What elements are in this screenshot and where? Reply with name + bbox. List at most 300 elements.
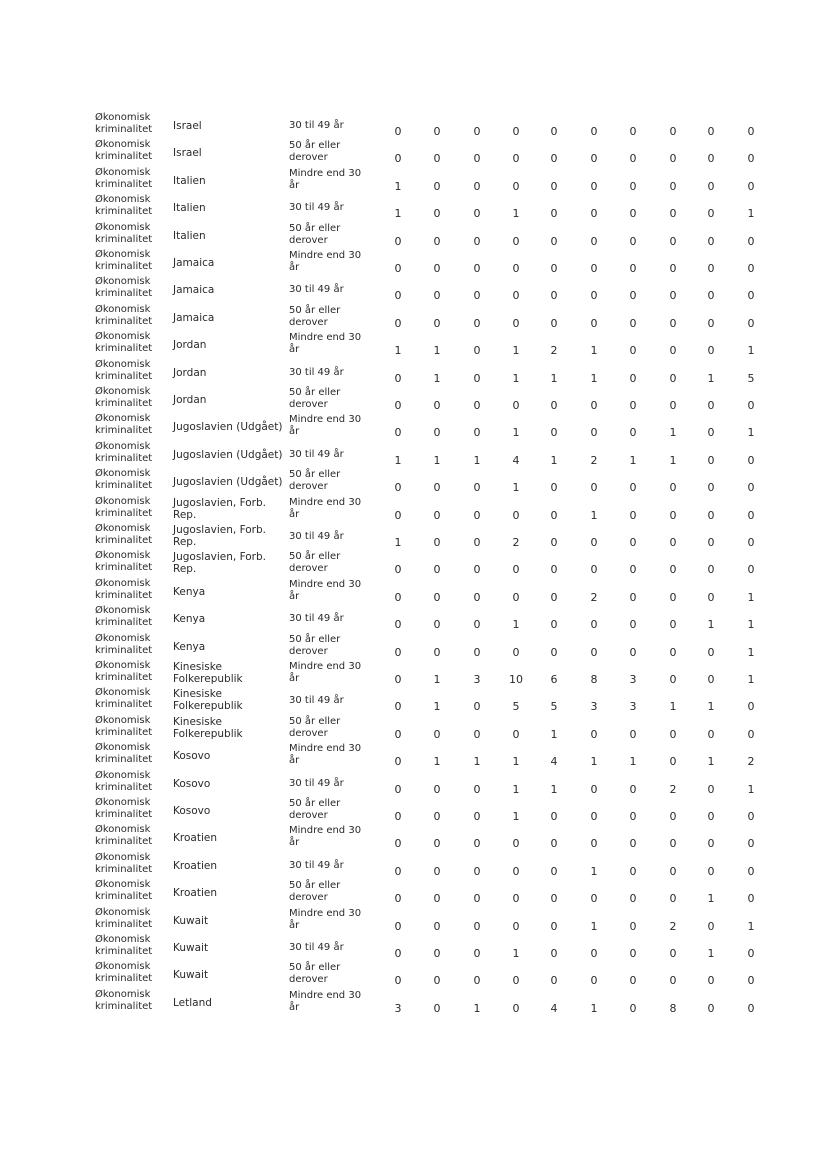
country-cell: Jugoslavien (Udgået) [173, 421, 283, 434]
value-cell: 0 [629, 508, 637, 522]
value-cell: 0 [669, 563, 677, 577]
value-cell: 0 [629, 234, 637, 248]
value-cell: 10 [509, 673, 523, 686]
value-cell: 0 [747, 262, 755, 275]
value-cell: 0 [433, 563, 441, 577]
value-cell: 0 [707, 508, 715, 522]
value-cell: 0 [629, 892, 637, 906]
value-cell: 0 [433, 152, 441, 166]
value-cell: 0 [629, 810, 637, 823]
value-cell: 0 [590, 262, 598, 275]
category-cell: Økonomisk kriminalitet [95, 249, 153, 272]
table-row [0, 797, 828, 824]
value-cell: 1 [512, 755, 520, 769]
country-cell: Jugoslavien, Forb. Rep. [173, 524, 266, 548]
table-row [0, 139, 828, 166]
value-cell: 0 [629, 179, 637, 193]
value-cell: 0 [394, 234, 402, 248]
category-cell: Økonomisk kriminalitet [95, 386, 153, 409]
value-cell: 0 [669, 892, 677, 906]
value-cell: 0 [707, 316, 715, 330]
value-cell: 0 [707, 426, 715, 440]
value-cell: 0 [707, 234, 715, 248]
age-group-cell: 50 år eller derover [289, 962, 341, 986]
value-cell: 0 [550, 262, 558, 275]
table-row [0, 633, 828, 660]
category-cell: Økonomisk kriminalitet [95, 221, 153, 245]
value-cell: 0 [512, 837, 520, 851]
category-cell: Økonomisk kriminalitet [95, 660, 153, 683]
value-cell: 1 [512, 947, 520, 960]
country-cell: Italien [173, 174, 206, 187]
value-cell: 0 [669, 262, 677, 275]
value-cell: 0 [669, 344, 677, 358]
value-cell: 1 [590, 755, 598, 769]
table-row [0, 989, 828, 1016]
value-cell: 0 [550, 207, 558, 221]
value-cell: 0 [629, 919, 637, 933]
value-cell: 0 [629, 618, 637, 632]
value-cell: 0 [473, 289, 481, 303]
country-cell: Kenya [173, 585, 206, 598]
value-cell: 0 [629, 207, 637, 221]
value-cell: 1 [707, 700, 715, 714]
value-cell: 0 [707, 974, 715, 988]
country-cell: Jugoslavien (Udgået) [173, 448, 283, 461]
value-cell: 0 [394, 837, 402, 851]
value-cell: 3 [394, 1001, 402, 1015]
category-cell: Økonomisk kriminalitet [95, 139, 153, 163]
value-cell: 0 [473, 125, 481, 138]
value-cell: 0 [473, 782, 481, 796]
value-cell: 0 [512, 645, 520, 659]
value-cell: 2 [669, 919, 677, 933]
value-cell: 0 [707, 536, 715, 549]
table-row [0, 578, 828, 605]
value-cell: 0 [473, 316, 481, 330]
value-cell: 0 [669, 179, 677, 193]
value-cell: 0 [473, 864, 481, 878]
value-cell: 0 [590, 837, 598, 851]
value-cell: 0 [433, 481, 441, 495]
table-row [0, 961, 828, 988]
value-cell: 0 [669, 673, 677, 686]
table-row [0, 194, 828, 221]
value-cell: 0 [473, 371, 481, 385]
value-cell: 0 [473, 426, 481, 440]
age-group-cell: Mindre end 30 år [289, 250, 362, 273]
value-cell: 0 [590, 179, 598, 193]
value-cell: 0 [747, 700, 755, 714]
value-cell: 0 [747, 289, 755, 303]
value-cell: 0 [590, 947, 598, 960]
value-cell: 0 [433, 864, 441, 878]
value-cell: 0 [747, 481, 755, 495]
table-row [0, 468, 828, 495]
age-group-cell: 50 år eller derover [289, 387, 341, 410]
value-cell: 0 [473, 645, 481, 659]
value-cell: 0 [707, 344, 715, 358]
table-row [0, 249, 828, 276]
age-group-cell: 30 til 49 år [289, 202, 344, 214]
value-cell: 1 [433, 453, 441, 467]
table-row [0, 276, 828, 303]
value-cell: 0 [433, 974, 441, 988]
country-cell: Jordan [173, 339, 207, 352]
value-cell: 3 [629, 673, 637, 686]
value-cell: 0 [590, 974, 598, 988]
value-cell: 1 [747, 426, 755, 440]
value-cell: 1 [707, 947, 715, 960]
value-cell: 0 [629, 563, 637, 577]
table-row [0, 523, 828, 550]
value-cell: 0 [433, 590, 441, 604]
value-cell: 0 [394, 919, 402, 933]
value-cell: 0 [550, 864, 558, 878]
value-cell: 0 [707, 837, 715, 851]
value-cell: 0 [669, 234, 677, 248]
value-cell: 0 [669, 207, 677, 221]
value-cell: 0 [394, 810, 402, 823]
country-cell: Israel [173, 120, 202, 132]
age-group-cell: Mindre end 30 år [289, 332, 362, 356]
age-group-cell: 50 år eller derover [289, 715, 341, 739]
value-cell: 0 [550, 645, 558, 659]
age-group-cell: 30 til 49 år [289, 859, 344, 871]
value-cell: 0 [707, 782, 715, 796]
value-cell: 0 [590, 645, 598, 659]
value-cell: 4 [550, 755, 558, 769]
value-cell: 0 [473, 947, 481, 960]
category-cell: Økonomisk kriminalitet [95, 769, 153, 793]
table-row [0, 824, 828, 851]
value-cell: 0 [550, 508, 558, 522]
value-cell: 5 [512, 700, 520, 714]
value-cell: 0 [669, 837, 677, 851]
value-cell: 1 [590, 919, 598, 933]
country-cell: Kenya [173, 613, 206, 626]
value-cell: 1 [707, 618, 715, 632]
value-cell: 0 [473, 590, 481, 604]
table-row [0, 167, 828, 194]
value-cell: 0 [433, 508, 441, 522]
value-cell: 0 [550, 810, 558, 823]
value-cell: 0 [433, 1001, 441, 1015]
value-cell: 0 [550, 399, 558, 412]
value-cell: 0 [707, 590, 715, 604]
value-cell: 0 [629, 864, 637, 878]
value-cell: 0 [590, 618, 598, 632]
value-cell: 1 [394, 453, 402, 467]
value-cell: 8 [669, 1001, 677, 1015]
value-cell: 0 [707, 125, 715, 138]
value-cell: 1 [550, 453, 558, 467]
age-group-cell: 30 til 49 år [289, 366, 344, 378]
table-row [0, 304, 828, 331]
value-cell: 0 [590, 536, 598, 549]
value-cell: 0 [433, 810, 441, 823]
value-cell: 0 [747, 974, 755, 988]
value-cell: 1 [512, 344, 520, 358]
value-cell: 0 [394, 563, 402, 577]
value-cell: 0 [433, 837, 441, 851]
category-cell: Økonomisk kriminalitet [95, 879, 153, 903]
value-cell: 2 [669, 782, 677, 796]
value-cell: 0 [550, 563, 558, 577]
country-cell: Kuwait [173, 942, 209, 954]
category-cell: Økonomisk kriminalitet [95, 523, 153, 546]
value-cell: 0 [629, 125, 637, 138]
country-cell: Kinesiske Folkerepublik [173, 715, 243, 740]
value-cell: 0 [394, 974, 402, 988]
value-cell: 1 [747, 618, 755, 632]
table-row [0, 550, 828, 577]
value-cell: 0 [550, 316, 558, 330]
category-cell: Økonomisk kriminalitet [95, 714, 153, 738]
value-cell: 0 [747, 453, 755, 467]
value-cell: 0 [629, 262, 637, 275]
value-cell: 0 [512, 508, 520, 522]
value-cell: 0 [747, 810, 755, 823]
value-cell: 0 [473, 892, 481, 906]
value-cell: 0 [590, 892, 598, 906]
age-group-cell: 30 til 49 år [289, 531, 344, 542]
value-cell: 1 [394, 536, 402, 549]
value-cell: 0 [747, 727, 755, 741]
value-cell: 2 [590, 453, 598, 467]
value-cell: 0 [669, 152, 677, 166]
value-cell: 0 [747, 1001, 755, 1015]
value-cell: 1 [473, 453, 481, 467]
value-cell: 0 [590, 426, 598, 440]
value-cell: 0 [433, 947, 441, 960]
value-cell: 0 [747, 152, 755, 166]
value-cell: 0 [669, 316, 677, 330]
value-cell: 0 [550, 481, 558, 495]
age-group-cell: Mindre end 30 år [289, 743, 362, 767]
value-cell: 1 [394, 207, 402, 221]
country-cell: Jamaica [173, 284, 215, 297]
value-cell: 1 [747, 673, 755, 686]
value-cell: 1 [669, 426, 677, 440]
value-cell: 0 [629, 837, 637, 851]
value-cell: 0 [669, 125, 677, 138]
country-cell: Jugoslavien, Forb. Rep. [173, 496, 266, 521]
value-cell: 5 [747, 371, 755, 385]
value-cell: 1 [512, 810, 520, 823]
country-cell: Kroatien [173, 887, 217, 900]
value-cell: 0 [707, 864, 715, 878]
value-cell: 1 [669, 453, 677, 467]
country-cell: Italien [173, 202, 206, 215]
value-cell: 0 [433, 919, 441, 933]
value-cell: 0 [629, 289, 637, 303]
value-cell: 1 [512, 426, 520, 440]
value-cell: 0 [550, 892, 558, 906]
value-cell: 0 [590, 316, 598, 330]
table-row [0, 441, 828, 468]
value-cell: 0 [473, 234, 481, 248]
value-cell: 0 [512, 1001, 520, 1015]
value-cell: 0 [590, 399, 598, 412]
age-group-cell: 50 år eller derover [289, 551, 341, 575]
value-cell: 0 [433, 645, 441, 659]
value-cell: 3 [473, 673, 481, 686]
value-cell: 3 [590, 700, 598, 714]
value-cell: 0 [433, 536, 441, 549]
value-cell: 1 [747, 919, 755, 933]
category-cell: Økonomisk kriminalitet [95, 194, 153, 218]
country-cell: Kosovo [173, 805, 211, 817]
value-cell: 0 [512, 125, 520, 138]
value-cell: 0 [590, 727, 598, 741]
value-cell: 0 [629, 536, 637, 549]
category-cell: Økonomisk kriminalitet [95, 687, 153, 711]
value-cell: 2 [550, 344, 558, 358]
value-cell: 2 [747, 755, 755, 769]
value-cell: 1 [512, 618, 520, 632]
country-cell: Jugoslavien, Forb. Rep. [173, 551, 266, 576]
value-cell: 0 [473, 810, 481, 823]
value-cell: 1 [590, 864, 598, 878]
value-cell: 0 [669, 755, 677, 769]
table-row [0, 413, 828, 440]
table-row [0, 112, 828, 139]
value-cell: 8 [590, 673, 598, 686]
category-cell: Økonomisk kriminalitet [95, 468, 153, 492]
value-cell: 0 [394, 262, 402, 275]
age-group-cell: Mindre end 30 år [289, 907, 362, 931]
category-cell: Økonomisk kriminalitet [95, 303, 153, 327]
table-row [0, 770, 828, 797]
value-cell: 0 [707, 481, 715, 495]
value-cell: 0 [590, 152, 598, 166]
value-cell: 2 [512, 536, 520, 549]
value-cell: 0 [433, 727, 441, 741]
value-cell: 0 [433, 179, 441, 193]
value-cell: 0 [629, 782, 637, 796]
value-cell: 1 [590, 508, 598, 522]
value-cell: 0 [394, 508, 402, 522]
value-cell: 0 [707, 563, 715, 577]
value-cell: 0 [669, 974, 677, 988]
value-cell: 0 [629, 590, 637, 604]
age-group-cell: 30 til 49 år [289, 613, 344, 625]
value-cell: 0 [512, 179, 520, 193]
value-cell: 1 [590, 371, 598, 385]
value-cell: 0 [669, 810, 677, 823]
value-cell: 0 [669, 371, 677, 385]
value-cell: 1 [590, 1001, 598, 1015]
country-cell: Letland [173, 996, 212, 1009]
value-cell: 1 [707, 371, 715, 385]
category-cell: Økonomisk kriminalitet [95, 988, 153, 1012]
value-cell: 0 [707, 207, 715, 221]
category-cell: Økonomisk kriminalitet [95, 851, 153, 875]
value-cell: 0 [473, 536, 481, 549]
value-cell: 0 [433, 289, 441, 303]
value-cell: 0 [512, 919, 520, 933]
value-cell: 0 [590, 782, 598, 796]
table-row [0, 715, 828, 742]
category-cell: Økonomisk kriminalitet [95, 577, 153, 601]
category-cell: Økonomisk kriminalitet [95, 550, 153, 574]
value-cell: 0 [433, 618, 441, 632]
table-row [0, 687, 828, 714]
category-cell: Økonomisk kriminalitet [95, 331, 153, 355]
age-group-cell: 50 år eller derover [289, 880, 341, 904]
country-cell: Jordan [173, 366, 207, 379]
value-cell: 1 [590, 344, 598, 358]
value-cell: 0 [669, 618, 677, 632]
category-cell: Økonomisk kriminalitet [95, 276, 153, 300]
value-cell: 0 [394, 152, 402, 166]
category-cell: Økonomisk kriminalitet [95, 934, 153, 957]
value-cell: 0 [669, 481, 677, 495]
value-cell: 0 [629, 399, 637, 412]
value-cell: 0 [512, 974, 520, 988]
category-cell: Økonomisk kriminalitet [95, 495, 153, 519]
value-cell: 0 [473, 974, 481, 988]
country-cell: Kosovo [173, 777, 211, 790]
value-cell: 0 [394, 618, 402, 632]
table-row [0, 934, 828, 961]
value-cell: 0 [707, 262, 715, 275]
value-cell: 1 [747, 782, 755, 796]
table-row [0, 331, 828, 358]
value-cell: 0 [512, 262, 520, 275]
table-row [0, 852, 828, 879]
country-cell: Kenya [173, 640, 206, 653]
value-cell: 0 [473, 727, 481, 741]
value-cell: 1 [747, 590, 755, 604]
category-cell: Økonomisk kriminalitet [95, 961, 153, 985]
country-cell: Kosovo [173, 750, 211, 763]
value-cell: 0 [707, 1001, 715, 1015]
category-cell: Økonomisk kriminalitet [95, 824, 153, 848]
value-cell: 0 [629, 371, 637, 385]
value-cell: 0 [473, 919, 481, 933]
value-cell: 1 [512, 207, 520, 221]
value-cell: 0 [747, 179, 755, 193]
age-group-cell: 30 til 49 år [289, 942, 344, 953]
category-cell: Økonomisk kriminalitet [95, 632, 153, 656]
value-cell: 1 [669, 700, 677, 714]
value-cell: 0 [433, 892, 441, 906]
value-cell: 0 [747, 316, 755, 330]
value-cell: 0 [747, 947, 755, 960]
value-cell: 0 [669, 536, 677, 549]
value-cell: 0 [394, 727, 402, 741]
value-cell: 0 [512, 892, 520, 906]
value-cell: 0 [394, 700, 402, 714]
value-cell: 0 [590, 563, 598, 577]
country-cell: Jugoslavien (Udgået) [173, 476, 283, 489]
category-cell: Økonomisk kriminalitet [95, 906, 153, 930]
value-cell: 0 [550, 974, 558, 988]
table-row [0, 496, 828, 523]
value-cell: 0 [707, 645, 715, 659]
table-row [0, 386, 828, 413]
value-cell: 0 [473, 179, 481, 193]
value-cell: 0 [669, 727, 677, 741]
age-group-cell: 30 til 49 år [289, 695, 344, 707]
value-cell: 1 [550, 727, 558, 741]
age-group-cell: 50 år eller derover [289, 633, 341, 657]
value-cell: 0 [707, 673, 715, 686]
value-cell: 0 [629, 152, 637, 166]
value-cell: 0 [747, 399, 755, 412]
